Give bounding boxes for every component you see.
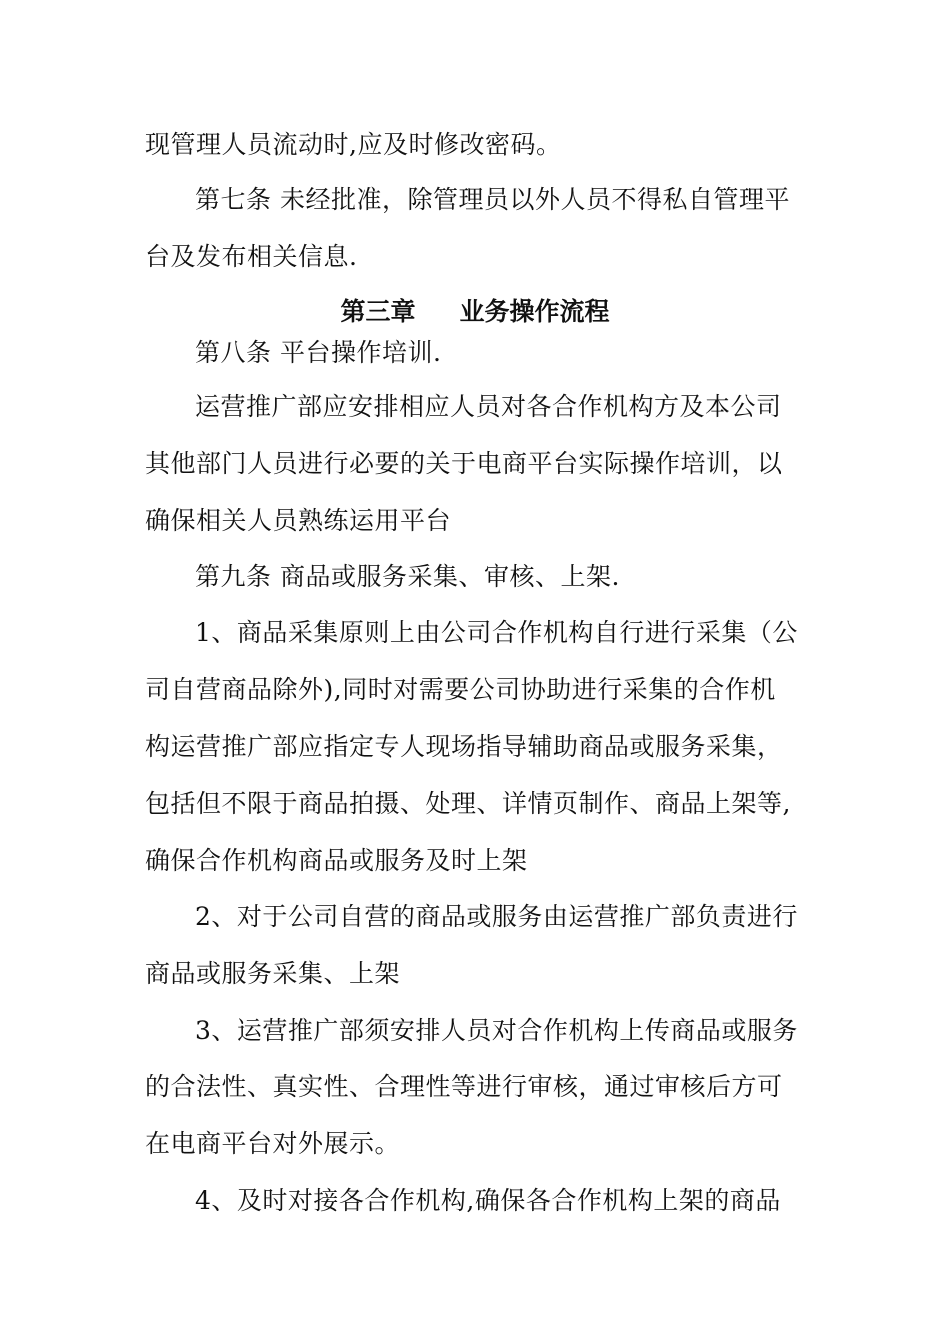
text-line: 确保相关人员熟练运用平台: [145, 506, 452, 535]
text-line: 商品或服务采集、上架: [145, 959, 401, 988]
article-8-line: 第八条 平台操作培训.: [195, 338, 442, 367]
text-line: 构运营推广部应指定专人现场指导辅助商品或服务采集，: [145, 732, 783, 761]
text-line: 的合法性、真实性、合理性等进行审核，通过审核后方可: [145, 1072, 783, 1101]
list-item-line: 3、运营推广部须安排人员对合作机构上传商品或服务: [195, 1016, 798, 1045]
text-line: 现管理人员流动时,应及时修改密码。: [145, 130, 562, 159]
text-line: 运营推广部应安排相应人员对各合作机构方及本公司: [195, 392, 782, 421]
text-line: 台及发布相关信息.: [145, 242, 358, 271]
list-item-line: 4、及时对接各合作机构,确保各合作机构上架的商品: [195, 1186, 781, 1215]
text-line: 其他部门人员进行必要的关于电商平台实际操作培训，以: [145, 449, 783, 478]
list-item-line: 1、商品采集原则上由公司合作机构自行进行采集（公: [195, 618, 798, 647]
list-item-line: 2、对于公司自营的商品或服务由运营推广部负责进行: [195, 902, 798, 931]
text-line: 包括但不限于商品拍摄、处理、详情页制作、商品上架等,: [145, 789, 791, 818]
article-7-line: 第七条 未经批准，除管理员以外人员不得私自管理平: [195, 185, 790, 214]
article-9-line: 第九条 商品或服务采集、审核、上架.: [195, 562, 620, 591]
text-line: 司自营商品除外),同时对需要公司协助进行采集的合作机: [145, 675, 776, 704]
chapter-number: 第三章: [340, 297, 416, 326]
chapter-heading: [0, 297, 950, 327]
text-line: 确保合作机构商品或服务及时上架: [145, 846, 528, 875]
text-line: 在电商平台对外展示。: [145, 1129, 401, 1158]
chapter-title: 业务操作流程: [459, 297, 610, 326]
